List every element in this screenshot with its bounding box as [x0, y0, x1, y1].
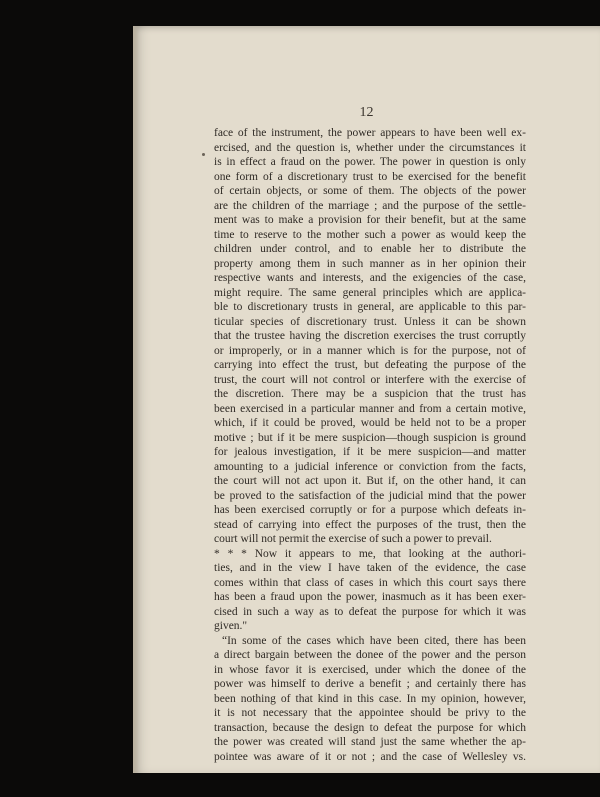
text-line: ble to discretionary trusts in general, are applicable to this par- [214, 301, 526, 313]
text-line: ment was to make a provision for their benefit, but at the same [214, 214, 526, 226]
document-page [133, 26, 600, 773]
text-line: power was himself to derive a benefit ; and certainly there has [214, 678, 526, 690]
text-line: in whose favor it is exercised, under which the donee of the [214, 663, 526, 676]
text-line: it is not necessary that the appointee should be privy to the [214, 707, 526, 719]
text-line: of certain objects, or some of them. The objects of the power [214, 185, 526, 197]
text-line: * * * Now it appears to me, that looking at the authori- [214, 547, 526, 560]
text-line: comes within that class of cases in which this court says there [214, 576, 526, 589]
text-line: trust, the court will not control or interfere with the exercise of [214, 373, 526, 386]
text-line: been nothing of that kind in this case. In my opinion, however, [214, 692, 526, 705]
text-line: are the children of the marriage ; and the purpose of the settle- [214, 199, 526, 212]
text-line: ercised, and the question is, whether under the circumstances it [214, 141, 526, 154]
body-text [214, 126, 526, 764]
text-line: has been a fraud upon the power, inasmuch as it has been exer- [214, 591, 526, 603]
text-line: pointee was aware of it or not ; and the case of Wellesley vs. [214, 750, 526, 763]
text-line: property among them in such manner as in her opinion their [214, 257, 526, 270]
text-line: or improperly, or in a manner which is for the purpose, not of [214, 344, 526, 357]
text-line: the discretion. There may be a suspicion that the trust has [214, 388, 526, 400]
text-line: might require. The same general principles which are applica- [214, 286, 526, 299]
text-line: a direct bargain between the donee of the power and the person [214, 649, 526, 661]
text-line: is in effect a fraud on the power. The power in question is only [214, 156, 526, 168]
text-line: motive ; but if it be mere suspicion—though suspicion is ground [214, 431, 526, 444]
text-line: face of the instrument, the power appears to have been well ex- [214, 127, 526, 139]
text-line: carrying into effect the trust, but defeating the purpose of the [214, 359, 526, 371]
text-line: “In some of the cases which have been cited, there has been [222, 634, 526, 647]
text-line: transaction, because the design to defeat the purpose for which [214, 721, 526, 734]
text-line: given." [214, 620, 248, 632]
page-number: 12 [359, 105, 374, 120]
text-line: for jealous investigation, if it be mere suspicion—and matter [214, 446, 526, 458]
text-line: one form of a discretionary trust to be exercised for the benefit [214, 170, 526, 183]
text-line: that the trustee having the discretion exercises the trust corruptly [214, 330, 526, 342]
text-line: be proved to the satisfaction of the judicial mind that the power [214, 489, 526, 502]
text-line: court will not permit the exercise of such a power to prevail. [214, 533, 492, 545]
text-line: the court will not act upon it. But if, on the other hand, it can [214, 475, 526, 487]
ink-speck [202, 153, 205, 156]
text-line: children under control, and to enable her to distribute the [214, 243, 526, 255]
page-gutter-shadow [133, 26, 139, 773]
text-line: been exercised in a particular manner and from a certain motive, [214, 402, 526, 415]
text-line: cised in such a way as to defeat the purpose for which it was [214, 605, 526, 618]
text-line: which, if it could be proved, would be held not to be a proper [214, 417, 526, 429]
text-line: has been exercised corruptly or for a purpose which defeats in- [214, 504, 526, 516]
text-line: amounting to a judicial inference or conviction from the facts, [214, 460, 526, 473]
text-line: ties, and in the view I have taken of the evidence, the case [214, 562, 526, 574]
text-line: the power was created will stand just the same whether the ap- [214, 736, 526, 748]
text-line: stead of carrying into effect the purposes of the trust, then the [214, 518, 526, 531]
text-line: time to reserve to the mother such a power as would keep the [214, 228, 526, 241]
text-line: ticular species of discretionary trust. Unless it can be shown [214, 315, 526, 328]
text-line: respective wants and interests, and the exigencies of the case, [214, 272, 526, 284]
